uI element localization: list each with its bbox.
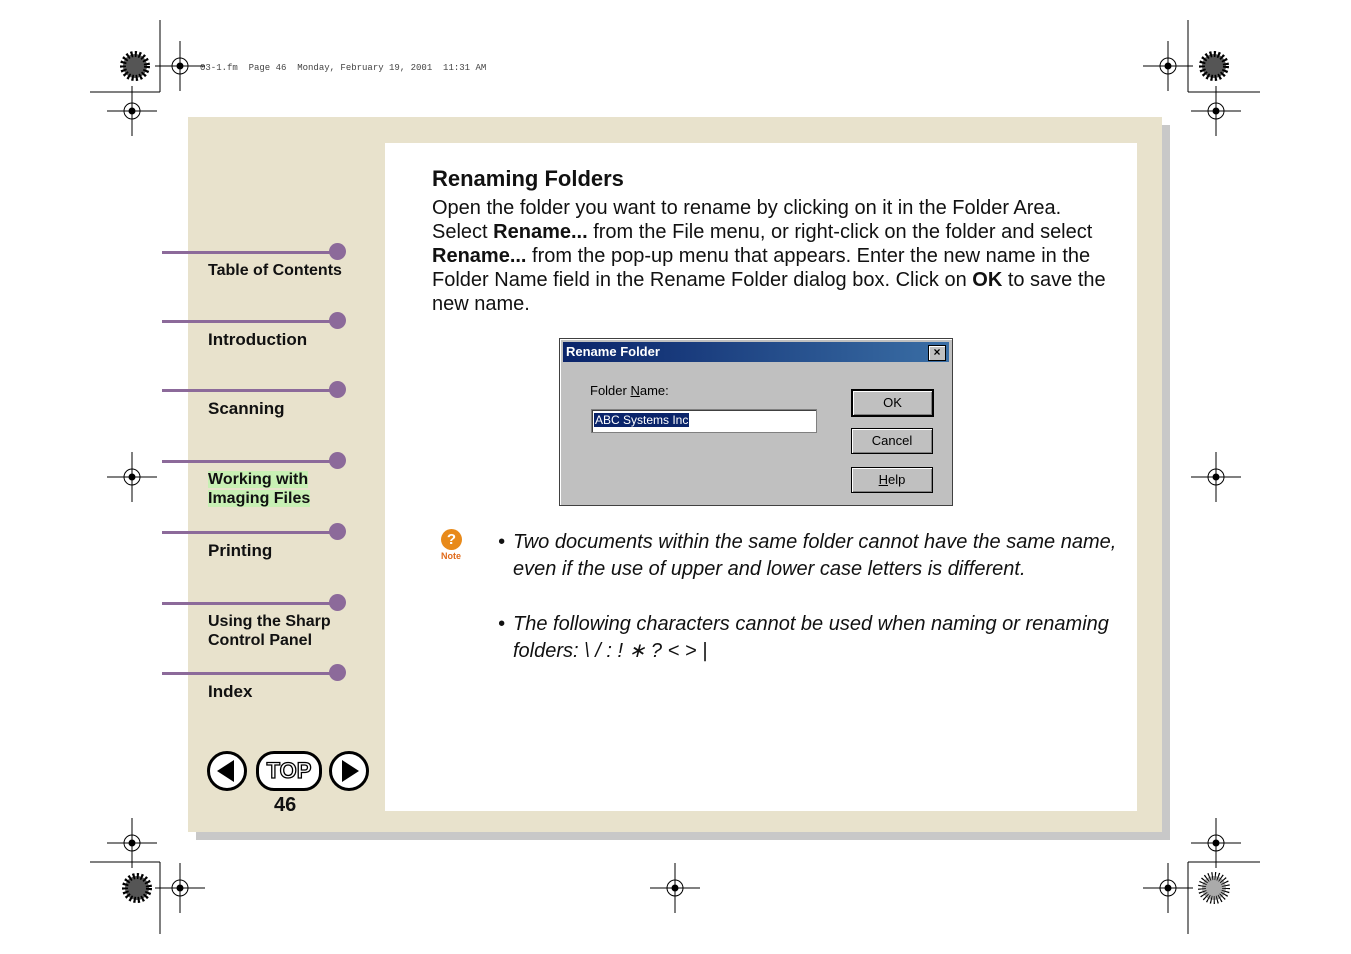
triangle-right-icon (332, 754, 366, 788)
note-item (498, 611, 1118, 665)
nav-label (208, 612, 331, 650)
nav-label-line1: Using the Sharp (208, 613, 331, 630)
close-icon[interactable]: × (928, 345, 946, 361)
help-button[interactable] (851, 467, 933, 493)
previous-page-button[interactable] (207, 751, 247, 791)
nav-label: Introduction (208, 330, 308, 349)
nav-label-line1: Working with (208, 471, 309, 488)
nav-label (208, 470, 310, 508)
nav-dot (329, 523, 346, 540)
nav-line (162, 320, 337, 323)
dialog-titlebar (563, 342, 949, 362)
triangle-left-icon (210, 754, 244, 788)
nav-line (162, 531, 337, 534)
nav-label: Index (208, 682, 253, 701)
instruction-paragraph (432, 196, 1122, 316)
nav-line (162, 251, 337, 254)
nav-dot (329, 243, 346, 260)
help-mnemonic: H (878, 472, 889, 487)
top-button[interactable]: TOP (256, 751, 322, 791)
nav-label: Printing (208, 541, 273, 560)
note-item (498, 529, 1118, 583)
cancel-button[interactable]: Cancel (851, 428, 933, 454)
nav-label: Scanning (208, 399, 285, 418)
para-text: Open the folder you want to rename by clicking on it in the Folder Area. Select (432, 197, 1062, 243)
dialog-title: Rename Folder (566, 344, 660, 359)
nav-label-line2: Imaging Files (208, 490, 311, 507)
next-page-button[interactable] (329, 751, 369, 791)
bullet: • (498, 531, 506, 553)
label-text: Folder (590, 383, 631, 398)
note-text: Two documents within the same folder cannot have the same name, even if the use of upper and lower case letters is different. (513, 531, 1117, 580)
print-header: 03-1.fm Page 46 Monday, February 19, 2001 11:31 AM (200, 63, 487, 73)
nav-line (162, 460, 337, 463)
label-text: ame: (639, 383, 669, 398)
help-text: elp (888, 472, 906, 487)
note-text: The following characters cannot be used when naming or renaming folders: \ / : ! ∗ ? < > | (513, 613, 1109, 662)
nav-dot (329, 381, 346, 398)
ok-button[interactable]: OK (851, 389, 934, 417)
para-bold-rename: Rename... (432, 245, 527, 267)
para-text: to save the new name. (432, 269, 1106, 315)
folder-name-input[interactable] (591, 409, 817, 433)
note-label: Note (441, 551, 461, 561)
label-mnemonic: N (630, 383, 640, 398)
para-text: from the pop-up menu that appears. Enter the new name in the Folder Name field in the Rename Folder dialog box. Click on (432, 245, 1091, 291)
page-number: 46 (274, 794, 297, 816)
folder-name-value: ABC Systems Inc (595, 413, 689, 427)
nav-dot (329, 664, 346, 681)
folder-name-label (590, 383, 669, 398)
nav-line (162, 389, 337, 392)
para-bold-rename: Rename... (493, 221, 588, 243)
bullet: • (498, 613, 506, 635)
nav-dot (329, 594, 346, 611)
note-icon: ? (441, 529, 462, 550)
para-text: from the File menu, or right-click on the folder and select (587, 221, 1093, 243)
para-bold-ok: OK (972, 269, 1003, 291)
section-heading: Renaming Folders (432, 166, 624, 191)
nav-label: Table of Contents (208, 262, 342, 279)
nav-line (162, 602, 337, 605)
nav-dot (329, 312, 346, 329)
rename-folder-dialog (559, 338, 953, 506)
nav-label-line2: Control Panel (208, 632, 313, 649)
nav-dot (329, 452, 346, 469)
nav-line (162, 672, 337, 675)
